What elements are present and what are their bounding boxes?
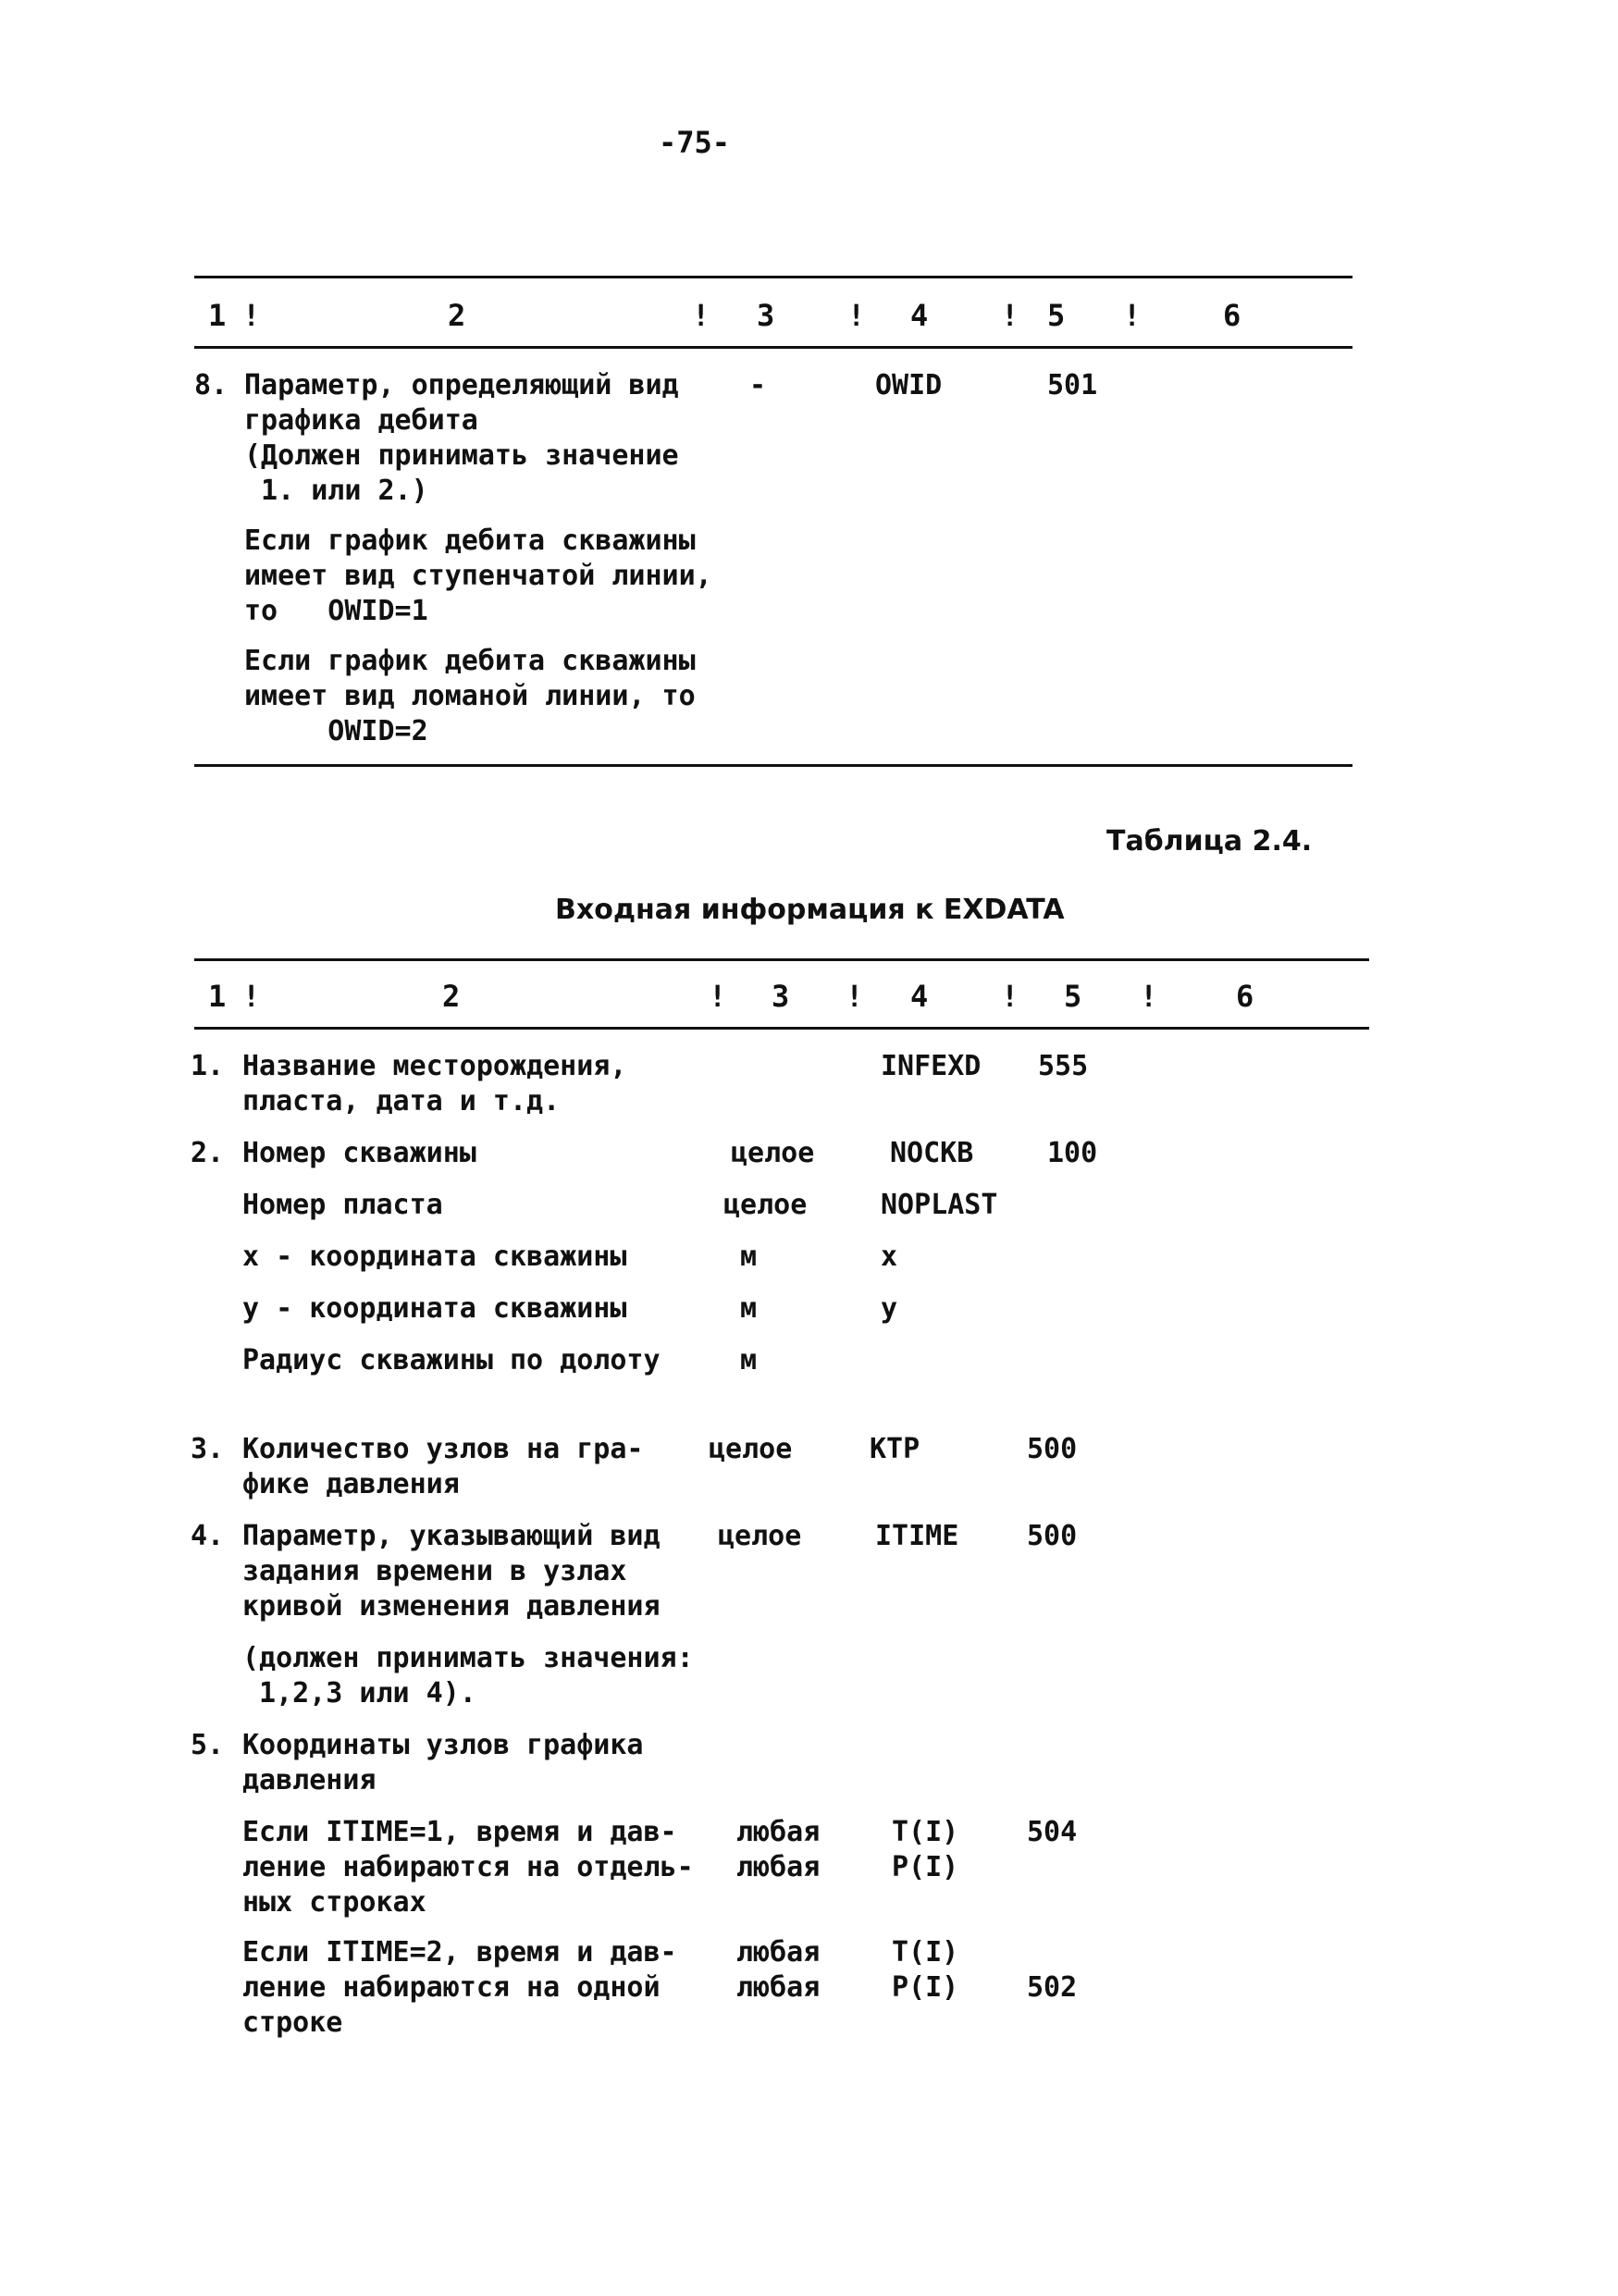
row1-c4: INFEXD bbox=[881, 1050, 982, 1082]
page-number: -75- bbox=[659, 125, 731, 160]
row2b-c4: NOPLAST bbox=[881, 1189, 998, 1221]
row4-c3: целое bbox=[718, 1520, 802, 1552]
t1-row8-desc-1: Параметр, определяющий вид bbox=[244, 369, 679, 401]
row2c-c3: м bbox=[740, 1241, 758, 1273]
row5a-c5: 504 bbox=[1027, 1816, 1078, 1848]
table1-bottom-rule bbox=[194, 764, 1352, 767]
row2-desc-1: Номер скважины bbox=[242, 1137, 476, 1169]
table2-header-rule bbox=[194, 1027, 1369, 1030]
row2c-desc-1: x - координата скважины bbox=[242, 1241, 627, 1273]
row5b-desc-2: ление набираются на одной bbox=[242, 1971, 661, 2004]
row2b-desc-1: Номер пласта bbox=[242, 1189, 443, 1221]
row2d-c3: м bbox=[740, 1292, 758, 1325]
row5a-desc-3: ных строках bbox=[242, 1886, 426, 1919]
row4-c5: 500 bbox=[1027, 1520, 1078, 1552]
t2-h-c1: 1 bbox=[208, 979, 227, 1014]
t2-h-c5: 5 bbox=[1064, 979, 1082, 1014]
t1-row8-col3: - bbox=[749, 369, 767, 401]
table2-label: Таблица 2.4. bbox=[1106, 825, 1313, 858]
table1-top-rule bbox=[194, 276, 1352, 278]
row4n-desc-2: 1,2,3 или 4). bbox=[242, 1677, 476, 1710]
row4-desc-1: Параметр, указывающий вид bbox=[242, 1520, 661, 1552]
table2-top-rule bbox=[194, 958, 1369, 961]
row5-desc-1: Координаты узлов графика bbox=[242, 1729, 644, 1761]
row4n-desc-1: (должен принимать значения: bbox=[242, 1642, 694, 1674]
t1-row8-note2-1: Если график дебита скважины bbox=[244, 645, 696, 677]
table2-title: Входная информация к EXDATA bbox=[555, 894, 1065, 926]
t1-h-sep4: ! bbox=[1001, 298, 1019, 333]
row1-num: 1. bbox=[191, 1050, 225, 1082]
t1-row8-note1-1: Если график дебита скважины bbox=[244, 525, 696, 557]
row5a-c4-2: P(I) bbox=[892, 1851, 959, 1883]
t1-h-sep1: ! bbox=[242, 298, 261, 333]
row2d-desc-1: y - координата скважины bbox=[242, 1292, 627, 1325]
t2-h-sep1: ! bbox=[242, 979, 261, 1014]
row5a-c3-1: любая bbox=[736, 1816, 821, 1848]
t1-h-c6: 6 bbox=[1223, 298, 1241, 333]
row2c-c4: x bbox=[881, 1241, 898, 1273]
row5b-c3-2: любая bbox=[736, 1971, 821, 2004]
row2-c4: NOCKB bbox=[890, 1137, 974, 1169]
row4-desc-2: задания времени в узлах bbox=[242, 1555, 627, 1587]
row1-desc-2: пласта, дата и т.д. bbox=[242, 1085, 561, 1117]
row2-c3: целое bbox=[731, 1137, 815, 1169]
t2-h-c4: 4 bbox=[910, 979, 929, 1014]
row5b-c4-2: P(I) bbox=[892, 1971, 959, 2004]
t1-h-sep2: ! bbox=[692, 298, 710, 333]
t1-h-c1: 1 bbox=[208, 298, 227, 333]
row3-desc-2: фике давления bbox=[242, 1468, 460, 1500]
row4-num: 4. bbox=[191, 1520, 225, 1552]
t1-row8-col5: 501 bbox=[1047, 369, 1098, 401]
row5b-desc-1: Если ITIME=2, время и дав- bbox=[242, 1936, 677, 1969]
row5b-c5: 502 bbox=[1027, 1971, 1078, 2004]
table1-header-rule bbox=[194, 346, 1352, 349]
row2b-c3: целое bbox=[723, 1189, 808, 1221]
t1-h-sep5: ! bbox=[1123, 298, 1142, 333]
row5b-c4-1: T(I) bbox=[892, 1936, 959, 1969]
row3-desc-1: Количество узлов на гра- bbox=[242, 1433, 644, 1465]
row2d-c4: y bbox=[881, 1292, 898, 1325]
row4-c4: ITIME bbox=[875, 1520, 959, 1552]
row5a-desc-2: ление набираются на отдель- bbox=[242, 1851, 694, 1883]
t1-row8-num: 8. bbox=[194, 369, 228, 401]
row3-num: 3. bbox=[191, 1433, 225, 1465]
row1-desc-1: Название месторождения, bbox=[242, 1050, 627, 1082]
row2-c5: 100 bbox=[1047, 1137, 1098, 1169]
t1-row8-desc-4: 1. или 2.) bbox=[244, 475, 428, 507]
row5a-c4-1: T(I) bbox=[892, 1816, 959, 1848]
t2-h-c2: 2 bbox=[442, 979, 461, 1014]
row5-num: 5. bbox=[191, 1729, 225, 1761]
t2-h-sep4: ! bbox=[1001, 979, 1019, 1014]
row2-num: 2. bbox=[191, 1137, 225, 1169]
t1-h-c2: 2 bbox=[448, 298, 466, 333]
row5b-c3-1: любая bbox=[736, 1936, 821, 1969]
t1-h-c3: 3 bbox=[757, 298, 775, 333]
t2-h-sep5: ! bbox=[1140, 979, 1158, 1014]
t1-row8-desc-3: (Должен принимать значение bbox=[244, 439, 679, 472]
t2-h-sep2: ! bbox=[709, 979, 727, 1014]
row1-c5: 555 bbox=[1038, 1050, 1089, 1082]
row2e-c3: м bbox=[740, 1344, 758, 1376]
t1-h-c5: 5 bbox=[1047, 298, 1066, 333]
row5a-c3-2: любая bbox=[736, 1851, 821, 1883]
t1-row8-note2-3: OWID=2 bbox=[244, 715, 428, 747]
t1-row8-note1-3: то OWID=1 bbox=[244, 595, 428, 627]
row5a-desc-1: Если ITIME=1, время и дав- bbox=[242, 1816, 677, 1848]
t1-row8-note2-2: имеет вид ломаной линии, то bbox=[244, 680, 696, 712]
t1-row8-desc-2: графика дебита bbox=[244, 404, 478, 437]
row5b-desc-3: строке bbox=[242, 2006, 343, 2039]
t2-h-sep3: ! bbox=[846, 979, 864, 1014]
t1-h-c4: 4 bbox=[910, 298, 929, 333]
row2e-desc-1: Радиус скважины по долоту bbox=[242, 1344, 661, 1376]
row4-desc-3: кривой изменения давления bbox=[242, 1590, 661, 1623]
t1-row8-col4: OWID bbox=[875, 369, 943, 401]
t2-h-c3: 3 bbox=[772, 979, 790, 1014]
row3-c5: 500 bbox=[1027, 1433, 1078, 1465]
t1-h-sep3: ! bbox=[847, 298, 866, 333]
t2-h-c6: 6 bbox=[1236, 979, 1254, 1014]
row3-c4: KTP bbox=[870, 1433, 920, 1465]
t1-row8-note1-2: имеет вид ступенчатой линии, bbox=[244, 560, 712, 592]
row3-c3: целое bbox=[709, 1433, 793, 1465]
row5-desc-2: давления bbox=[242, 1764, 377, 1796]
